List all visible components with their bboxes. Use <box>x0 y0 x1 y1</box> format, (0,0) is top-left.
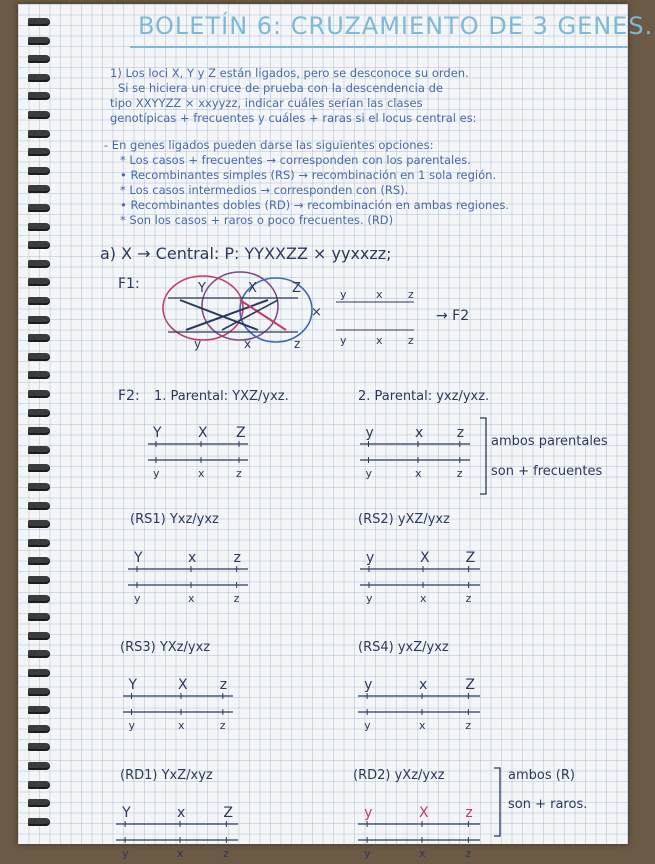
rs2-pair-diagram <box>360 539 490 609</box>
spiral-ring <box>28 371 50 379</box>
parental2-top-gene-1: y <box>365 425 374 441</box>
rs4-bottom-gene-1: y <box>364 719 371 732</box>
rd-note-1: ambos (R) <box>508 768 575 783</box>
spiral-ring <box>28 520 50 528</box>
rd1-bottom-gene-1: y <box>122 847 129 860</box>
rs2-bottom-gene-1: y <box>366 592 373 605</box>
spiral-ring <box>28 557 50 565</box>
rd2-title: (RD2) yXz/yxz <box>353 768 445 783</box>
rd1-top-gene-2: x <box>177 805 186 821</box>
option-item-3: * Los casos intermedios → corresponden con (RS). <box>120 183 409 197</box>
f1-bottom-gene-3: z <box>294 337 301 351</box>
parental2-bottom-gene-1: y <box>365 467 373 480</box>
spiral-ring <box>28 595 50 603</box>
rs4-top-gene-3: Z <box>465 677 475 693</box>
spiral-ring <box>28 688 50 696</box>
spiral-ring <box>28 539 50 547</box>
rd2-bottom-gene-1: y <box>364 847 371 860</box>
spiral-ring <box>28 278 50 286</box>
rs1-bottom-gene-1: y <box>134 592 141 605</box>
spiral-ring <box>28 74 50 82</box>
rd1-bottom-gene-3: z <box>223 847 230 860</box>
f2-label: F2: <box>118 388 140 404</box>
spiral-ring <box>28 632 50 640</box>
rd2-top-gene-1: y <box>364 805 373 821</box>
spiral-ring <box>28 743 50 751</box>
spiral-ring <box>28 464 50 472</box>
f1-bottom-gene-1: y <box>194 337 202 351</box>
testcross-top-3: z <box>408 288 414 301</box>
page-title: BOLETÍN 6: CRUZAMIENTO DE 3 GENES. <box>138 12 654 40</box>
spiral-ring <box>28 260 50 268</box>
rs1-title: (RS1) Yxz/yxz <box>130 512 219 527</box>
spiral-ring <box>28 185 50 193</box>
rd-note-2: son + raros. <box>508 797 588 812</box>
spiral-ring <box>28 37 50 45</box>
title-underline <box>130 46 628 48</box>
spiral-ring <box>28 390 50 398</box>
rs3-top-gene-3: z <box>219 677 228 693</box>
rd1-pair-diagram <box>116 794 248 864</box>
rs3-bottom-gene-2: x <box>178 719 185 732</box>
spiral-ring <box>28 725 50 733</box>
section-a-heading: a) X → Central: P: YYXXZZ × yyxxzz; <box>100 244 392 263</box>
spiral-ring <box>28 148 50 156</box>
intro-line-2: Si se hiciera un cruce de prueba con la descendencia de <box>118 81 443 95</box>
spiral-ring <box>28 55 50 63</box>
testcross-bottom-3: z <box>408 334 414 347</box>
f1-cross-symbol: × <box>311 305 322 320</box>
parental2-top-gene-2: x <box>415 425 424 441</box>
testcross-bottom-2: x <box>376 334 383 347</box>
spiral-ring <box>28 334 50 342</box>
parental1-bottom-gene-2: x <box>198 467 205 480</box>
testcross-top-2: x <box>376 288 383 301</box>
spiral-ring <box>28 223 50 231</box>
spiral-ring <box>28 130 50 138</box>
f1-cross-line-4 <box>222 300 278 330</box>
spiral-ring <box>28 706 50 714</box>
option-item-4: • Recombinantes dobles (RD) → recombinación en ambas regiones. <box>120 198 510 212</box>
intro-line-4: genotípicas + frecuentes y cuáles + raras si el locus central es: <box>110 111 477 125</box>
f1-cross-line-2 <box>186 300 268 330</box>
spiral-binding <box>18 4 58 844</box>
spiral-ring <box>28 502 50 510</box>
f1-result: → F2 <box>436 308 470 324</box>
spiral-ring <box>28 297 50 305</box>
f1-bottom-gene-2: x <box>244 337 252 351</box>
rs4-bottom-gene-3: z <box>465 719 472 732</box>
rs2-top-gene-3: Z <box>465 550 476 566</box>
rs1-top-gene-1: Y <box>134 550 143 566</box>
parental2-top-gene-3: z <box>456 425 465 441</box>
rs4-bottom-gene-2: x <box>419 719 426 732</box>
parental1-top-gene-2: X <box>198 425 208 441</box>
f1-top-gene-1: Y <box>198 281 206 296</box>
parental1-bottom-gene-3: z <box>236 467 242 480</box>
parental2-title: 2. Parental: yxz/yxz. <box>358 389 490 404</box>
spiral-ring <box>28 167 50 175</box>
spiral-ring <box>28 92 50 100</box>
spiral-ring <box>28 799 50 807</box>
rs2-bottom-gene-3: z <box>465 592 472 605</box>
intro-line-1: 1) Los loci X, Y y Z están ligados, pero se desconoce su orden. <box>110 66 469 80</box>
spiral-ring <box>28 353 50 361</box>
rs2-top-gene-2: X <box>420 550 430 566</box>
testcross-chromosomes <box>336 288 416 348</box>
rd2-bottom-gene-2: x <box>419 847 426 860</box>
spiral-ring <box>28 483 50 491</box>
f1-top-gene-3: Z <box>292 281 301 296</box>
rd2-top-gene-3: z <box>465 805 473 821</box>
rd2-pair-diagram <box>358 794 490 864</box>
rs3-bottom-gene-1: y <box>128 719 136 732</box>
rs1-top-gene-2: x <box>188 550 197 566</box>
rs4-title: (RS4) yxZ/yxz <box>358 640 449 655</box>
rs3-top-gene-2: X <box>178 677 188 693</box>
spiral-ring <box>28 669 50 677</box>
rs3-bottom-gene-3: z <box>219 719 226 732</box>
spiral-ring <box>28 241 50 249</box>
spiral-ring <box>28 316 50 324</box>
rd1-top-gene-1: Y <box>122 805 131 821</box>
rs1-bottom-gene-3: z <box>233 592 240 605</box>
spiral-ring <box>28 427 50 435</box>
rd2-top-gene-2: X <box>419 805 429 821</box>
option-item-2: • Recombinantes simples (RS) → recombinación en 1 sola región. <box>120 168 497 182</box>
spiral-ring <box>28 446 50 454</box>
rd1-top-gene-3: Z <box>223 805 233 821</box>
bracket-note-1: ambos parentales <box>491 434 608 449</box>
rs2-title: (RS2) yXZ/yxz <box>358 512 450 527</box>
spiral-ring <box>28 204 50 212</box>
option-item-5: * Son los casos + raros o poco frecuentes. (RD) <box>120 213 394 227</box>
parental1-pair-diagram <box>148 414 258 484</box>
notebook-page <box>18 4 654 860</box>
rd1-bottom-gene-2: x <box>177 847 184 860</box>
spiral-ring <box>28 613 50 621</box>
testcross-bottom-1: y <box>340 334 347 347</box>
f1-label: F1: <box>118 276 140 292</box>
intro-line-3: tipo XXYYZZ × xxyyzz, indicar cuáles serían las clases <box>110 96 423 110</box>
f1-chromosome-diagram <box>158 272 308 352</box>
spiral-ring <box>28 762 50 770</box>
rd1-title: (RD1) YxZ/xyz <box>120 768 213 783</box>
f1-top-gene-2: X <box>248 281 257 296</box>
parental1-bottom-gene-1: y <box>153 467 160 480</box>
spiral-ring <box>28 111 50 119</box>
rs1-pair-diagram <box>128 539 258 609</box>
rs3-top-gene-1: Y <box>128 677 138 693</box>
rs2-bottom-gene-2: x <box>420 592 427 605</box>
rs3-pair-diagram <box>123 666 243 736</box>
parental1-top-gene-3: Z <box>236 425 246 441</box>
spiral-ring <box>28 818 50 826</box>
options-heading: - En genes ligados pueden darse las siguientes opciones: <box>104 138 434 152</box>
rs2-top-gene-1: y <box>366 550 375 566</box>
parental2-bottom-gene-3: z <box>456 467 463 480</box>
spiral-ring <box>28 781 50 789</box>
spiral-ring <box>28 650 50 658</box>
rs3-title: (RS3) YXz/yxz <box>120 640 211 655</box>
option-item-1: * Los casos + frecuentes → corresponden con los parentales. <box>120 153 471 167</box>
parental1-top-gene-1: Y <box>153 425 162 441</box>
parental1-title: 1. Parental: YXZ/yxz. <box>154 389 289 404</box>
rs4-pair-diagram <box>358 666 490 736</box>
rs1-top-gene-3: z <box>233 550 241 566</box>
parental2-bottom-gene-2: x <box>415 467 422 480</box>
testcross-top-1: y <box>340 288 347 301</box>
rd-bracket <box>492 766 502 838</box>
bracket-note-2: son + frecuentes <box>491 464 603 479</box>
rd2-bottom-gene-3: z <box>465 847 472 860</box>
spiral-ring <box>28 409 50 417</box>
spiral-ring <box>28 18 50 26</box>
spiral-ring <box>28 576 50 584</box>
rs4-top-gene-1: y <box>364 677 373 693</box>
rs4-top-gene-2: x <box>419 677 428 693</box>
rs1-bottom-gene-2: x <box>188 592 195 605</box>
parental2-pair-diagram <box>360 414 480 484</box>
